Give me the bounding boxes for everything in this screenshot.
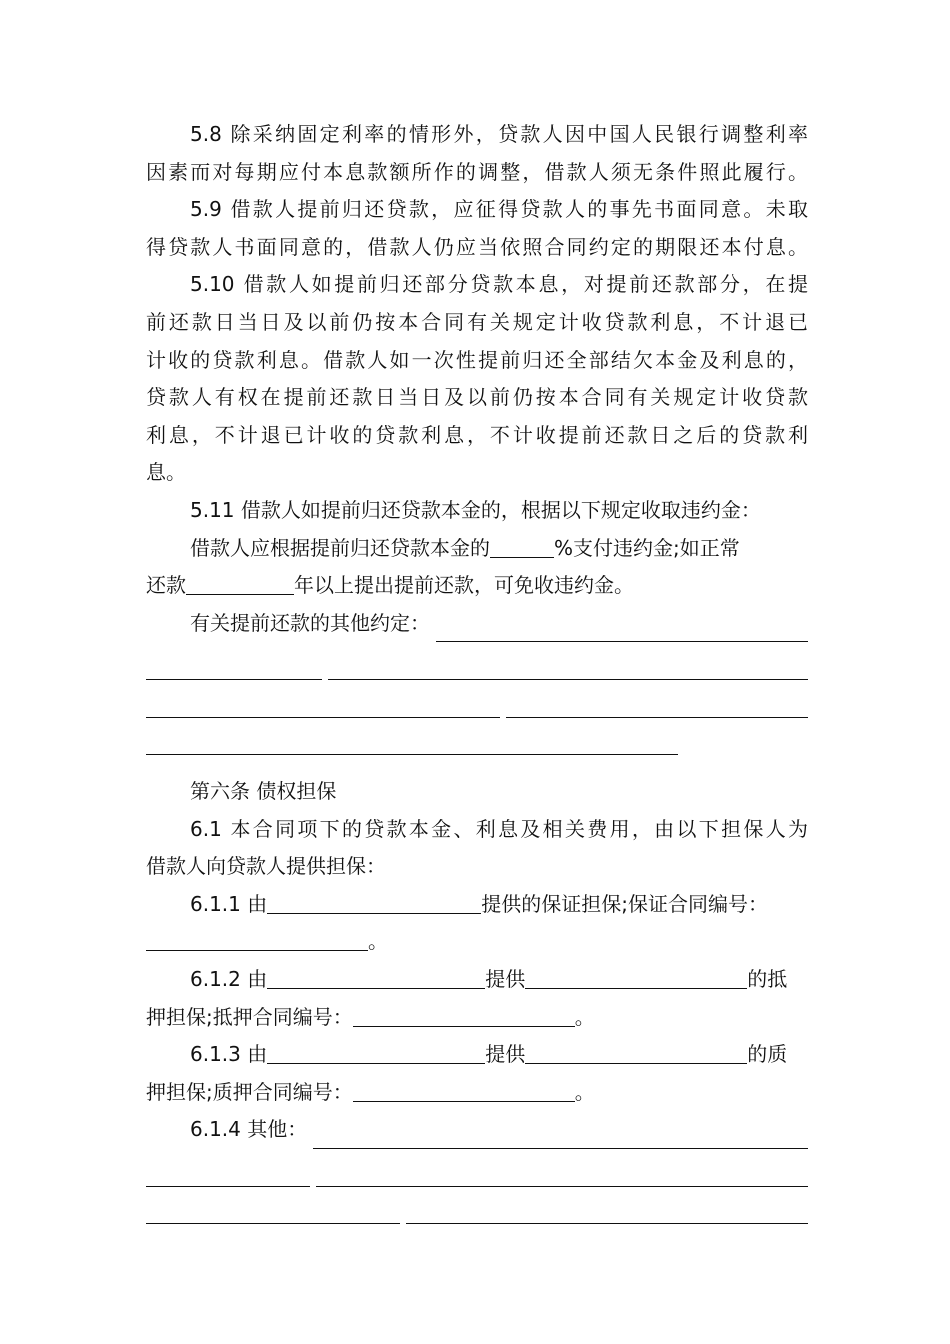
other-guarantee-blank-4[interactable] [146, 1197, 400, 1224]
clause-5-9-line-2: 得贷款人书面同意的，借款人仍应当依照合同约定的期限还本付息。 [146, 234, 808, 259]
guarantor-blank[interactable] [267, 887, 481, 914]
penalty-text-a: 借款人应根据提前归还贷款本金的 [190, 535, 490, 560]
other-agreement-blank-6[interactable] [146, 728, 678, 755]
other-agreement-line [146, 605, 808, 643]
waiver-years-blank[interactable] [186, 568, 294, 595]
clause-5-10-line-4: 贷款人有权在提前还款日当日及以前仍按本合同有关规定计收贷款 [146, 385, 808, 410]
mortgage-contract-no-blank[interactable] [353, 1000, 575, 1027]
clause-6-1-3-text-b: 提供 [485, 1042, 526, 1067]
other-guarantee-blank-3[interactable] [316, 1160, 808, 1187]
clause-6-1-1-line-1 [146, 886, 808, 924]
clause-6-1-4-label: 6.1.4 其他： [190, 1117, 308, 1142]
clause-6-1-3-text-a: 6.1.3 由 [190, 1042, 268, 1067]
article-6-heading: 第六条 债权担保 [190, 779, 337, 804]
clause-5-11-waiver-line [146, 567, 808, 605]
mortgage-item-blank[interactable] [525, 962, 747, 989]
clause-5-10-line-2: 前还款日当日及以前仍按本合同有关规定计收贷款利息，不计退已 [146, 309, 808, 334]
guarantee-contract-no-blank[interactable] [146, 924, 368, 951]
other-guarantee-blank-5[interactable] [406, 1197, 808, 1224]
pledgor-blank[interactable] [267, 1037, 485, 1064]
mortgagor-blank[interactable] [267, 962, 485, 989]
other-agreement-label: 有关提前还款的其他约定： [190, 610, 430, 635]
clause-5-10-line-1: 5.10 借款人如提前归还部分贷款本息，对提前还款部分，在提 [190, 272, 808, 297]
other-agreement-blank-1[interactable] [436, 615, 808, 642]
other-agreement-blank-2[interactable] [146, 653, 322, 680]
clause-5-10-line-5: 利息，不计退已计收的贷款利息，不计收提前还款日之后的贷款利 [146, 422, 808, 447]
contract-text [146, 116, 808, 1224]
clause-6-1-1-line-2 [146, 923, 808, 961]
clause-6-1-2-text-d: 押担保;抵押合同编号： [146, 1004, 353, 1029]
clause-6-1-4-line-2 [146, 1149, 808, 1187]
penalty-text-b: %支付违约金;如正常 [554, 535, 740, 560]
other-agreement-blank-5[interactable] [506, 691, 808, 718]
clause-6-1-3-text-d: 押担保;质押合同编号： [146, 1079, 353, 1104]
clause-5-9-line-1: 5.9 借款人提前归还贷款，应征得贷款人的事先书面同意。未取 [190, 197, 808, 222]
clause-6-1-2-line-1 [146, 961, 808, 999]
clause-5-11-line-1: 5.11 借款人如提前归还贷款本金的，根据以下规定收取违约金： [190, 497, 761, 522]
clause-6-1-2-text-c: 的抵 [747, 967, 788, 992]
clause-6-1-3-text-c: 的质 [747, 1042, 788, 1067]
other-agreement-blank-4[interactable] [146, 691, 500, 718]
end-mark: 。 [574, 1004, 595, 1029]
clause-6-1-4-line-1 [146, 1111, 808, 1149]
end-mark: 。 [574, 1079, 595, 1104]
clause-6-1-1-text-a: 6.1.1 由 [190, 891, 268, 916]
clause-6-1-2-text-b: 提供 [485, 967, 526, 992]
clause-5-8-line-1: 5.8 除采纳固定利率的情形外，贷款人因中国人民银行调整利率 [190, 122, 808, 146]
pledge-item-blank[interactable] [525, 1037, 747, 1064]
clause-6-1-1-text-b: 提供的保证担保;保证合同编号： [481, 891, 768, 916]
clause-6-1-line-2: 借款人向贷款人提供担保： [146, 854, 386, 879]
other-agreement-line-4 [146, 718, 808, 756]
other-guarantee-blank-2[interactable] [146, 1160, 310, 1187]
pledge-contract-no-blank[interactable] [353, 1075, 575, 1102]
clause-6-1-2-text-a: 6.1.2 由 [190, 967, 268, 992]
clause-5-11-penalty-line [146, 530, 808, 568]
clause-5-10-line-6: 息。 [146, 460, 186, 485]
clause-5-8-line-2: 因素而对每期应付本息款额所作的调整，借款人须无条件照此履行。 [146, 159, 808, 184]
clause-5-10-line-3: 计收的贷款利息。借款人如一次性提前归还全部结欠本金及利息的， [146, 347, 808, 372]
clause-6-1-3-line-2 [146, 1074, 808, 1112]
end-mark: 。 [368, 929, 388, 954]
other-agreement-line-3 [146, 680, 808, 718]
other-guarantee-blank-1[interactable] [313, 1122, 808, 1149]
waiver-text-a: 还款 [146, 573, 186, 598]
waiver-text-b: 年以上提出提前还款，可免收违约金。 [294, 573, 634, 598]
clause-6-1-3-line-1 [146, 1036, 808, 1074]
clause-6-1-4-line-3 [146, 1187, 808, 1225]
penalty-percent-blank[interactable] [490, 531, 554, 558]
other-agreement-line-2 [146, 642, 808, 680]
section-gap [146, 755, 808, 773]
clause-6-1-2-line-2 [146, 999, 808, 1037]
clause-6-1-line-1: 6.1 本合同项下的贷款本金、利息及相关费用，由以下担保人为 [190, 816, 808, 841]
other-agreement-blank-3[interactable] [328, 653, 808, 680]
